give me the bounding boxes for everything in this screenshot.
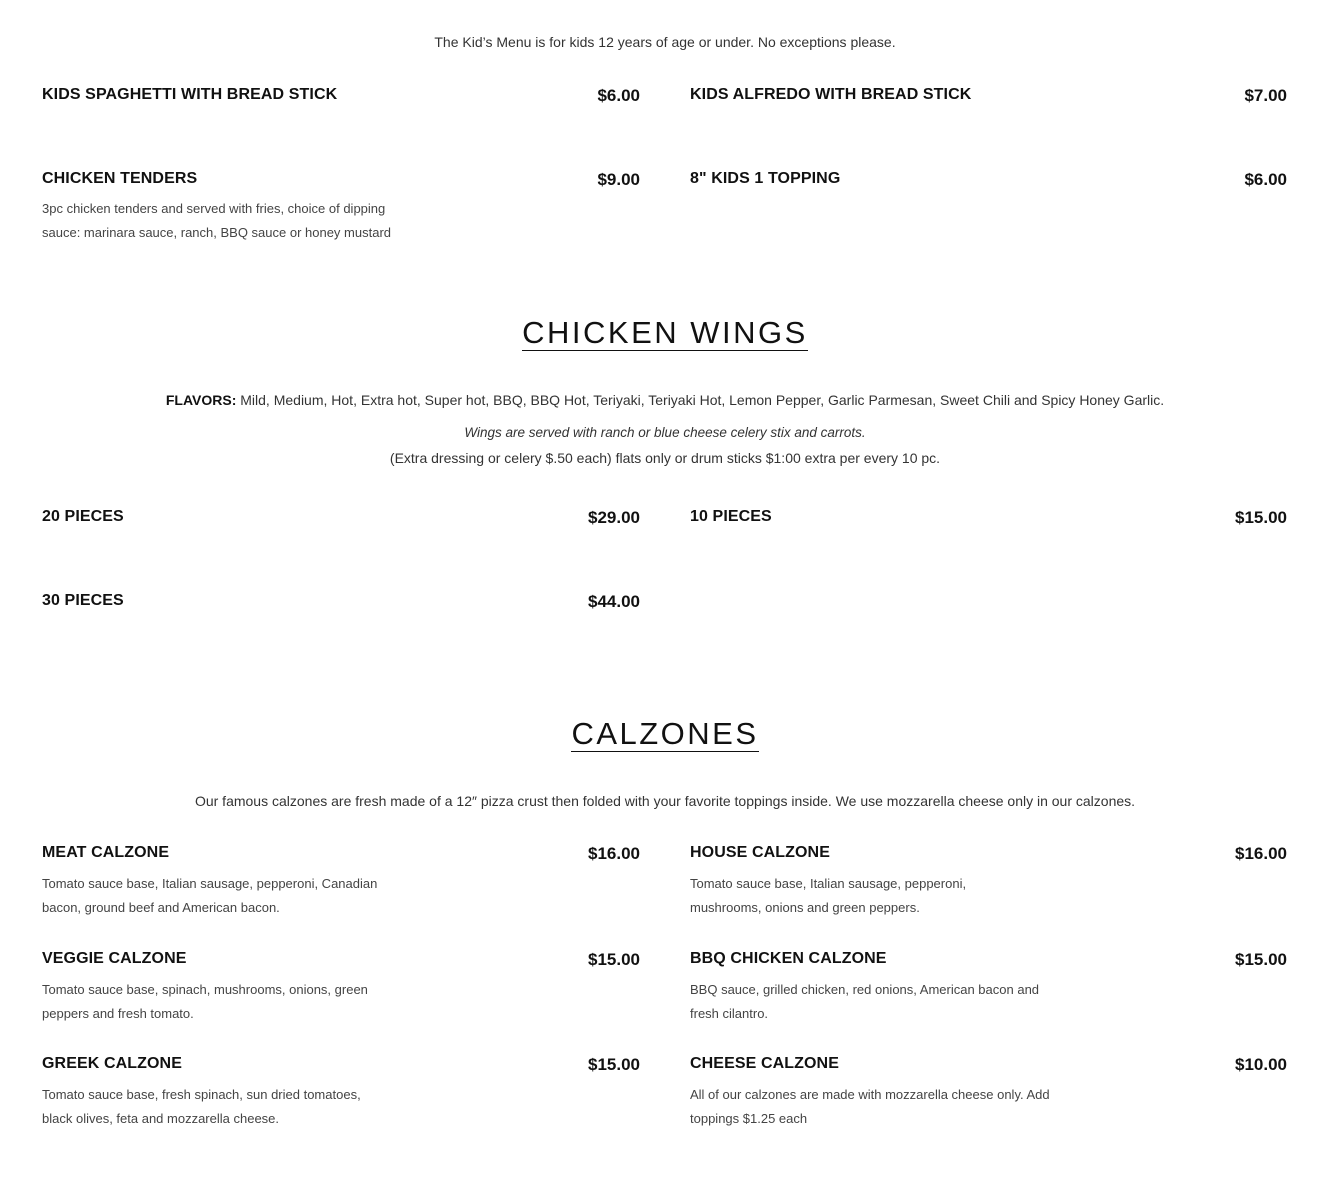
menu-item-name: CHICKEN TENDERS xyxy=(42,170,198,187)
menu-item-price: $44.00 xyxy=(588,592,640,611)
menu-item-price: $15.00 xyxy=(588,1055,640,1074)
calzones-note: Our famous calzones are fresh made of a 12″ pizza crust then folded with your favorite toppings inside. We use mozzarella cheese only in our calzones. xyxy=(194,793,1136,809)
menu-item-description: Tomato sauce base, Italian sausage, pepperoni, Canadian bacon, ground beef and American bacon. xyxy=(42,876,378,915)
menu-item-price: $9.00 xyxy=(597,170,640,189)
section-title-calzones xyxy=(0,717,1330,752)
section-title-chicken-wings xyxy=(0,316,1330,351)
menu-item-name: VEGGIE CALZONE xyxy=(42,950,187,967)
menu-item-description: Tomato sauce base, spinach, mushrooms, onions, green peppers and fresh tomato. xyxy=(42,982,368,1021)
flavors-label: FLAVORS: xyxy=(165,392,237,408)
menu-item-price: $6.00 xyxy=(1244,170,1287,189)
wings-flavors-line xyxy=(0,392,1330,408)
menu-item-price: $10.00 xyxy=(1235,1055,1287,1074)
menu-item-name: 20 PIECES xyxy=(42,508,124,525)
menu-item-description: BBQ sauce, grilled chicken, red onions, American bacon and fresh cilantro. xyxy=(690,982,1040,1021)
menu-item-price: $7.00 xyxy=(1244,86,1287,105)
menu-item-price: $16.00 xyxy=(1235,844,1287,863)
menu-item-name: BBQ CHICKEN CALZONE xyxy=(690,950,887,967)
menu-item-name: 10 PIECES xyxy=(690,508,772,525)
menu-item-name: KIDS SPAGHETTI WITH BREAD STICK xyxy=(42,86,338,103)
menu-item-description: All of our calzones are made with mozzarella cheese only. Add toppings $1.25 each xyxy=(690,1087,1050,1126)
menu-item-description: 3pc chicken tenders and served with fries, choice of dipping sauce: marinara sauce, ranch, BBQ sauce or honey mustard xyxy=(42,201,392,240)
menu-item-description: Tomato sauce base, fresh spinach, sun dried tomatoes, black olives, feta and mozzarella cheese. xyxy=(42,1087,361,1126)
menu-item-name: MEAT CALZONE xyxy=(42,844,170,861)
menu-item-price: $29.00 xyxy=(588,508,640,527)
wings-served-note: Wings are served with ranch or blue cheese celery stix and carrots. xyxy=(464,425,866,440)
menu-item-name: GREEK CALZONE xyxy=(42,1055,182,1072)
menu-item-price: $15.00 xyxy=(1235,950,1287,969)
section-heading: CHICKEN WINGS xyxy=(522,315,808,350)
menu-item-price: $6.00 xyxy=(597,86,640,105)
wings-extra-note: (Extra dressing or celery $.50 each) flats only or drum sticks $1:00 extra per every 10 pc. xyxy=(389,450,941,466)
menu-item-name: 30 PIECES xyxy=(42,592,124,609)
menu-item-price: $15.00 xyxy=(1235,508,1287,527)
menu-item-price: $15.00 xyxy=(588,950,640,969)
menu-item-description: Tomato sauce base, Italian sausage, pepperoni, mushrooms, onions and green peppers. xyxy=(690,876,967,915)
flavors-list: Mild, Medium, Hot, Extra hot, Super hot, BBQ, BBQ Hot, Teriyaki, Teriyaki Hot, Lemon Pepper, Garlic Parmesan, Sweet Chili and Spicy Honey Garlic. xyxy=(236,392,1165,408)
menu-item-name: 8" KIDS 1 TOPPING xyxy=(690,170,841,187)
menu-item-price: $16.00 xyxy=(588,844,640,863)
menu-item-name: KIDS ALFREDO WITH BREAD STICK xyxy=(690,86,972,103)
kids-menu-note: The Kid’s Menu is for kids 12 years of age or under. No exceptions please. xyxy=(434,34,896,50)
section-heading: CALZONES xyxy=(571,716,759,751)
menu-item-name: CHEESE CALZONE xyxy=(690,1055,839,1072)
menu-item-name: HOUSE CALZONE xyxy=(690,844,830,861)
